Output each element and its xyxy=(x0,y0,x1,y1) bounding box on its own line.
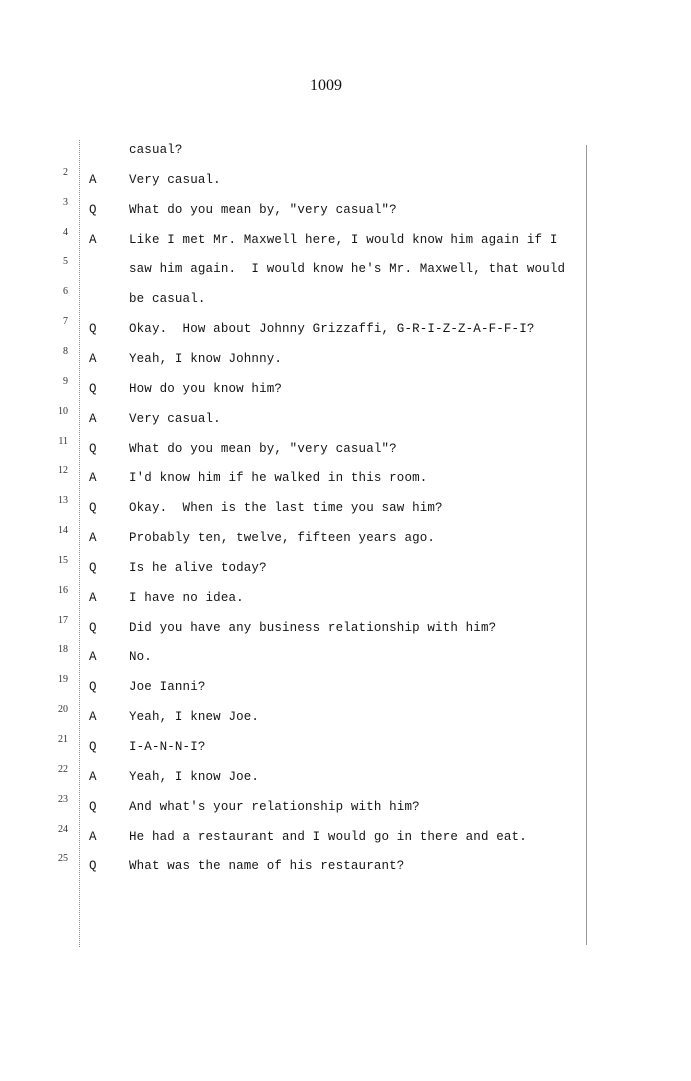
transcript-line xyxy=(0,405,640,430)
speaker-label: Q xyxy=(89,620,97,635)
speaker-label: Q xyxy=(89,501,97,516)
transcript-line xyxy=(0,584,640,609)
line-number: 18 xyxy=(58,644,68,656)
transcript-line xyxy=(0,316,640,340)
speaker-label: Q xyxy=(89,441,97,456)
line-number: 10 xyxy=(58,405,68,417)
speaker-label: A xyxy=(89,411,97,426)
line-number: 7 xyxy=(63,316,68,328)
line-number: 22 xyxy=(58,763,68,775)
line-text: Very casual. xyxy=(129,411,221,426)
speaker-label: A xyxy=(89,650,97,665)
line-number: 15 xyxy=(58,554,68,566)
line-text: Probably ten, twelve, fifteen years ago. xyxy=(129,531,436,546)
transcript-line xyxy=(0,375,640,400)
line-text: Is he alive today? xyxy=(129,560,267,575)
line-number: 24 xyxy=(58,823,68,835)
speaker-label: Q xyxy=(89,322,97,337)
line-number: 19 xyxy=(58,674,68,686)
transcript-line xyxy=(0,763,640,788)
transcript-line xyxy=(0,734,640,758)
line-text: casual? xyxy=(129,143,183,157)
line-number: 13 xyxy=(58,495,68,507)
line-number: 5 xyxy=(63,256,68,268)
speaker-label: A xyxy=(89,829,97,844)
transcript-line xyxy=(0,704,640,728)
line-text: I'd know him if he walked in this room. xyxy=(129,471,428,486)
line-number: 17 xyxy=(58,614,68,626)
transcript-line xyxy=(0,226,640,251)
line-number: 12 xyxy=(58,465,68,477)
line-text: Yeah, I know Johnny. xyxy=(129,351,283,366)
speaker-label: A xyxy=(89,590,97,605)
line-text: Okay. How about Johnny Grizzaffi, G-R-I-Z-Z-A-F-F-I? xyxy=(129,322,535,337)
line-text: And what's your relationship with him? xyxy=(129,799,420,814)
line-text: Yeah, I knew Joe. xyxy=(129,710,260,725)
speaker-label: Q xyxy=(89,799,97,814)
line-text: He had a restaurant and I would go in there and eat. xyxy=(129,829,527,844)
line-text: I have no idea. xyxy=(129,590,244,605)
line-text: Like I met Mr. Maxwell here, I would know him again if I xyxy=(129,232,558,247)
speaker-label: A xyxy=(89,471,97,486)
line-text: be casual. xyxy=(129,292,206,307)
line-text: Joe Ianni? xyxy=(129,680,206,695)
transcript-line xyxy=(0,286,640,310)
line-number: 16 xyxy=(58,584,68,596)
line-number: 4 xyxy=(63,226,68,238)
transcript-line xyxy=(0,644,640,668)
line-number: 14 xyxy=(58,525,68,537)
line-number: 21 xyxy=(58,734,68,745)
speaker-label: Q xyxy=(89,740,97,754)
transcript-line xyxy=(0,793,640,818)
line-text: How do you know him? xyxy=(129,381,283,396)
line-number: 20 xyxy=(58,704,68,716)
transcript-line xyxy=(0,554,640,579)
speaker-label: A xyxy=(89,232,97,247)
line-text: What was the name of his restaurant? xyxy=(129,859,405,874)
transcript-line xyxy=(0,674,640,698)
transcript-line xyxy=(0,525,640,549)
speaker-label: A xyxy=(89,172,97,187)
line-number: 8 xyxy=(63,345,68,357)
line-number: 25 xyxy=(58,853,68,865)
speaker-label: A xyxy=(89,710,97,725)
transcript-line xyxy=(0,495,640,519)
speaker-label: A xyxy=(89,531,97,546)
line-number: 3 xyxy=(63,196,68,208)
line-text: Okay. When is the last time you saw him? xyxy=(129,501,443,516)
transcript-line xyxy=(0,345,640,370)
line-text: What do you mean by, "very casual"? xyxy=(129,202,397,217)
line-number: 9 xyxy=(63,375,68,387)
line-text: Did you have any business relationship with him? xyxy=(129,620,497,635)
line-text: Very casual. xyxy=(129,172,221,187)
transcript-line xyxy=(0,143,640,161)
speaker-label: A xyxy=(89,351,97,366)
line-number: 2 xyxy=(63,166,68,178)
line-number: 11 xyxy=(58,435,68,447)
line-text: No. xyxy=(129,650,152,665)
speaker-label: Q xyxy=(89,680,97,695)
line-text: Yeah, I know Joe. xyxy=(129,769,260,784)
line-number: 23 xyxy=(58,793,68,805)
transcript-line xyxy=(0,465,640,489)
transcript-line xyxy=(0,166,640,191)
line-text: saw him again. I would know he's Mr. Maxwell, that would xyxy=(129,262,566,277)
line-number: 6 xyxy=(63,286,68,298)
line-text: I-A-N-N-I? xyxy=(129,740,206,754)
page-number: 1009 xyxy=(310,77,342,94)
speaker-label: Q xyxy=(89,560,97,575)
speaker-label: Q xyxy=(89,381,97,396)
line-text: What do you mean by, "very casual"? xyxy=(129,441,397,456)
transcript-line xyxy=(0,435,640,460)
speaker-label: A xyxy=(89,769,97,784)
transcript-line xyxy=(0,256,640,280)
speaker-label: Q xyxy=(89,202,97,217)
transcript-line xyxy=(0,823,640,848)
transcript-line xyxy=(0,853,640,877)
transcript-line xyxy=(0,614,640,639)
transcript-line xyxy=(0,196,640,221)
speaker-label: Q xyxy=(89,859,97,874)
